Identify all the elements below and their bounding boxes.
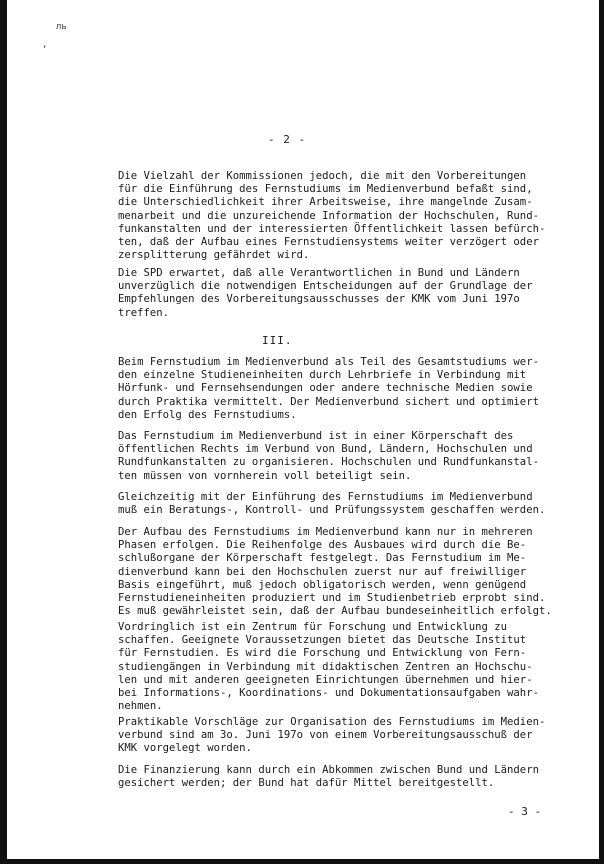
paragraph-8: Praktikable Vorschläge zur Organisation des Fernstudiums im Medien- verbund sind am 3o. Juni 197o von einem Vorbereitungsausschuß der KMK vorgelegt worden. xyxy=(118,716,546,755)
paragraph-9: Die Finanzierung kann durch ein Abkommen zwischen Bund und Ländern gesichert werden; der Bund hat dafür Mittel bereitgestellt. xyxy=(118,764,539,790)
paragraph-3: Beim Fernstudium im Medienverbund als Teil des Gesamtstudiums wer- den einzelne Studieneinheiten durch Lehrbriefe in Verbindung mit Hörfunk- und Fernsehsendungen oder andere technische Medien sowie durch Praktika vermittelt. Der Medienverbund sichert und optimiert den Erfolg des Fernstudiums. xyxy=(118,356,539,421)
scan-border-left xyxy=(0,0,7,864)
section-heading: III. xyxy=(262,334,293,347)
handwritten-mark-left: , xyxy=(42,40,48,50)
paragraph-2: Die SPD erwartet, daß alle Verantwortlichen in Bund und Ländern unverzüglich die notwendigen Entscheidungen auf der Grundlage der Empfehlungen des Vorbereitungsausschusses der KMK vom Juni 197o treffen. xyxy=(118,267,533,319)
scan-border-right xyxy=(599,0,604,864)
next-page-indicator: - 3 - xyxy=(508,805,542,818)
page-number: - 2 - xyxy=(268,133,307,146)
paragraph-1: Die Vielzahl der Kommissionen jedoch, die mit den Vorbereitungen für die Einführung des Fernstudiums im Medienverbund befaßt sind, die Unterschiedlichkeit ihrer Arbeitsweise, ihre mangelnde Zusam- menarbeit und die unzureichende Information der Hochschulen, Rund- funkanstalten und der interessierten Öffentlichkeit lassen befürch- ten, daß der Aufbau eines Fernstudiensystems weiter verzögert oder zersplitterung gefährdet wird. xyxy=(118,170,546,262)
paragraph-6: Der Aufbau des Fernstudiums im Medienverbund kann nur in mehreren Phasen erfolgen. Die Reihenfolge des Ausbaues wird durch die Be- schlußorgane der Körperschaft festgelegt. Das Fernstudium im Me- dienverbund kann bei den Hochschulen zuerst nur auf freiwilliger Basis eingeführt, muß jedoch obligatorisch werden, wenn genügend Fernstudieneinheiten produziert und im Studienbetrieb erprobt sind. Es muß gewährleistet sein, daß der Aufbau bundeseinheitlich erfolgt. xyxy=(118,526,552,618)
paragraph-4: Das Fernstudium im Medienverbund ist in einer Körperschaft des öffentlichen Rechts im Verbund von Bund, Ländern, Hochschulen und Rundfunkanstalten zu organisieren. Hochschulen und Rundfunkanstal- ten müssen von vornherein voll beteiligt sein. xyxy=(118,430,539,482)
paragraph-5: Gleichzeitig mit der Einführung des Fernstudiums im Medienverbund muß ein Beratungs-, Kontroll- und Prüfungssystem geschaffen werden. xyxy=(118,491,546,517)
paragraph-7: Vordringlich ist ein Zentrum für Forschung und Entwicklung zu schaffen. Geeignete Voraussetzungen bietet das Deutsche Institut für Fernstudien. Es wird die Forschung und Entwicklung von Fern- studiengängen in Verbindung mit didaktischen Zentren an Hochschu- len und mit anderen geeigneten Einrichtungen übernehmen und hier- bei Informations-, Koordinations- und Dokumentationsaufgaben wahr- nehmen. xyxy=(118,621,539,713)
scan-border-bottom xyxy=(0,859,604,864)
handwritten-mark-top: ль xyxy=(56,22,67,32)
